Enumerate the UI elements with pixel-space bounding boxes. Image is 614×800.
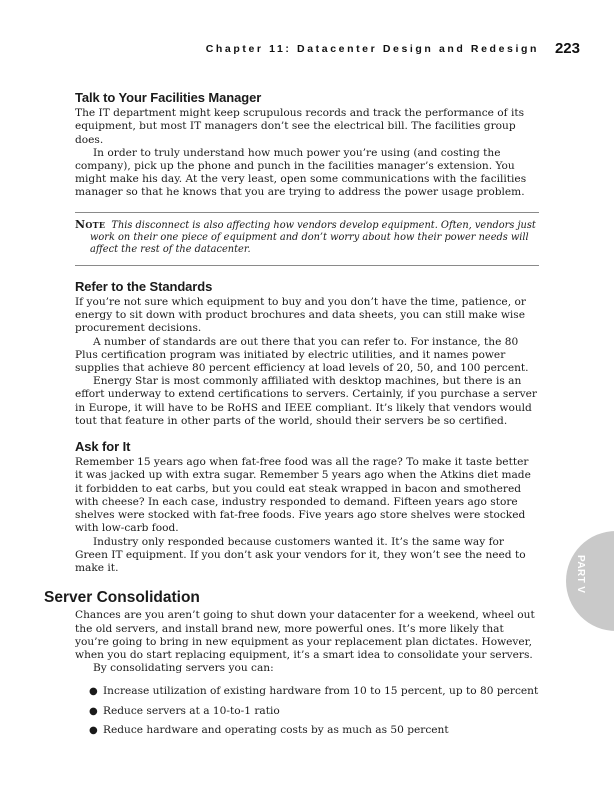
section-facilities	[75, 91, 539, 200]
chapter-title: Chapter 11: Datacenter Design and Redesign	[205, 43, 539, 55]
list-item	[89, 724, 539, 737]
paragraph: The IT department might keep scrupulous records and track the performance of its equipment, but most IT managers don’t see the electrical bill. The facilities group does.	[75, 107, 525, 146]
section-consolidation	[44, 589, 539, 737]
note-text: This disconnect is also affecting how vendors develop equipment. Often, vendors just work on their one piece of equipment and don’t worry about how their power needs will affect the rest of the datacenter.	[90, 219, 536, 256]
section-ask	[75, 440, 539, 575]
paragraph: Remember 15 years ago when fat-free food was all the rage? To make it taste better it was jacked up with extra sugar. Remember 5 years ago when the Atkins diet made it forbidden to eat carbs, but you could eat steak wrapped in bacon and smothered with cheese? In each case, industry responded to demand. Fifteen years ago store shelves were stocked with fat-free foods. Five years ago store shelves were stocked with low-carb food.	[75, 456, 531, 535]
page-number: 223	[554, 40, 580, 57]
page-body	[44, 90, 539, 749]
paragraph: In order to truly understand how much power you’re using (and costing the company), pick up the phone and punch in the facilities manager’s extension. You might make his day. At the very least, open some communications with the facilities manager so that he knows that you are trying to address the power usage problem.	[75, 146, 527, 199]
section-standards	[75, 280, 539, 428]
bullet-icon: ●	[89, 724, 98, 736]
running-header	[0, 40, 614, 60]
list-item-text: Increase utilization of existing hardware from 10 to 15 percent, up to 80 percent	[103, 685, 539, 698]
list-item	[89, 685, 539, 698]
paragraph: Energy Star is most commonly affiliated with desktop machines, but there is an effort underway to extend certifications to servers. Certainly, if you purchase a server in Europe, it will have to be RoHS and IEEE compliant. It’s likely that vendors would tout that feature in other parts of the world, should their servers be so certified.	[75, 375, 537, 427]
paragraph: By consolidating servers you can:	[93, 662, 274, 675]
bullet-icon: ●	[89, 705, 98, 717]
part-thumb-tab	[566, 531, 614, 631]
list-item-text: Reduce hardware and operating costs by as much as 50 percent	[103, 723, 449, 736]
section-heading: Ask for It	[75, 439, 131, 455]
section-heading: Talk to Your Facilities Manager	[75, 90, 262, 105]
part-tab-label: PART V	[575, 555, 586, 594]
paragraph: Industry only responded because customers wanted it. It’s the same way for Green IT equipment. If you don’t ask your vendors for it, they won’t see the need to make it.	[75, 535, 526, 574]
paragraph: Chances are you aren’t going to shut down your datacenter for a weekend, wheel out the old servers, and install brand new, more powerful ones. It’s more likely that you’re going to bring in new equipment as your replacement plan dictates. However, when you do start replacing equipment, it’s a smart idea to consolidate your servers.	[75, 609, 535, 661]
bullet-list	[75, 685, 539, 737]
list-item-text: Reduce servers at a 10-to-1 ratio	[103, 704, 280, 717]
paragraph: A number of standards are out there that you can refer to. For instance, the 80 Plus certification program was initiated by electric utilities, and it names power supplies that achieve 80 percent efficiency at load levels of 20, 50, and 100 percent.	[75, 335, 529, 375]
bullet-icon: ●	[89, 686, 98, 698]
note-box	[75, 212, 539, 266]
list-item	[89, 705, 539, 718]
section-heading: Refer to the Standards	[75, 278, 213, 294]
note-label: Note	[75, 217, 106, 231]
paragraph: If you’re not sure which equipment to buy and you don’t have the time, patience, or energy to sit down with product brochures and data sheets, you can still make wise procurement decisions.	[75, 296, 526, 335]
major-heading: Server Consolidation	[44, 589, 200, 607]
